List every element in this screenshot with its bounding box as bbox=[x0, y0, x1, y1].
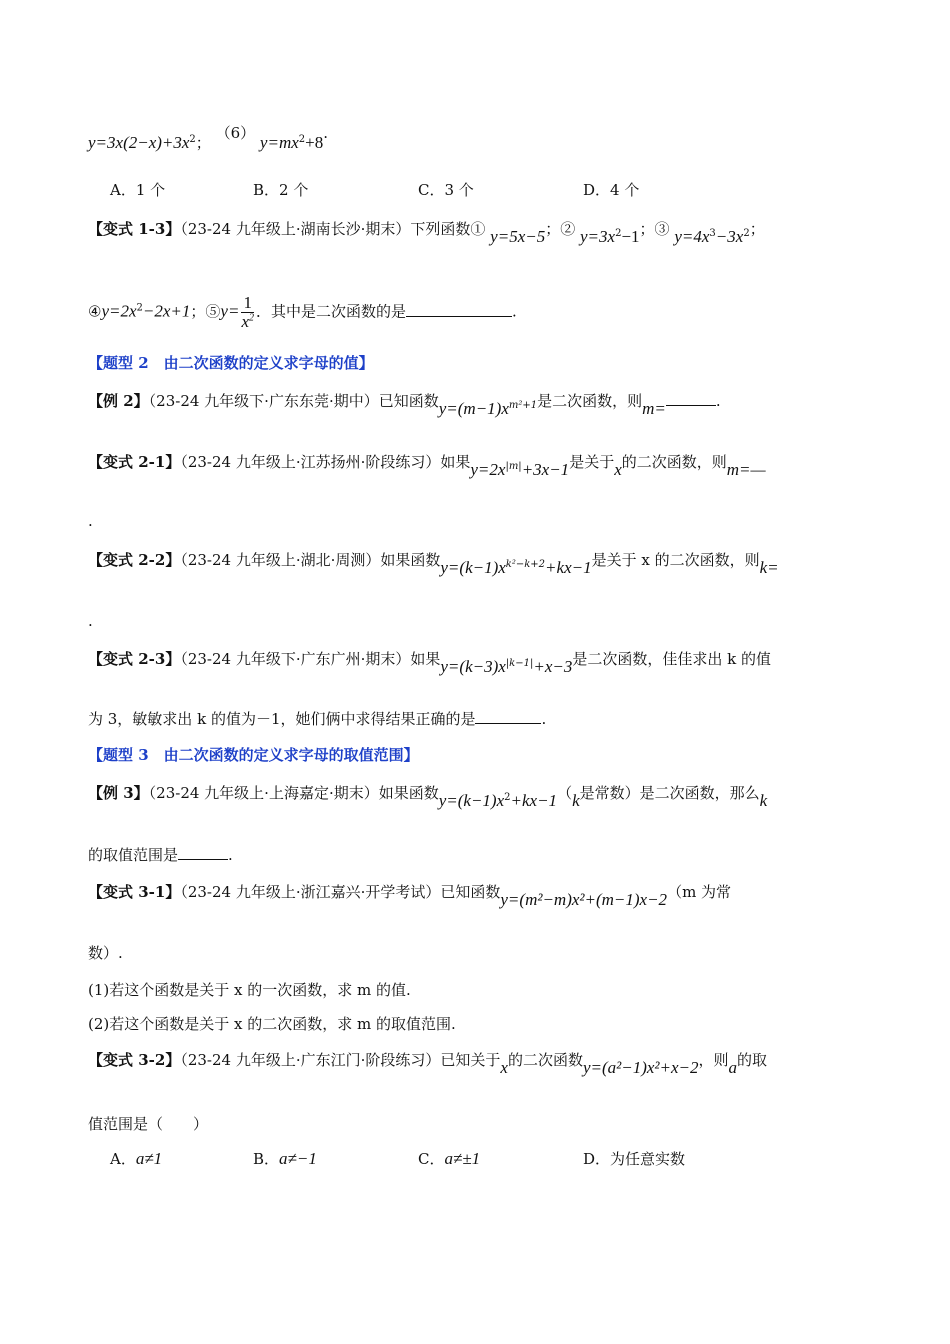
option-c: C．3 个 bbox=[418, 181, 474, 199]
equation-6-tail: +8 bbox=[305, 133, 324, 152]
circled-4: ④ bbox=[88, 302, 102, 321]
question-text: 是常数）是二次函数，那么 bbox=[579, 784, 760, 802]
func-2-tail: −1 bbox=[621, 227, 640, 246]
option-a-math: a≠1 bbox=[135, 1149, 163, 1168]
question-text: 的取值范围是 bbox=[88, 846, 179, 864]
option-b: B．2 个 bbox=[253, 181, 309, 199]
variable-x: x bbox=[500, 1058, 508, 1077]
separator: ； bbox=[195, 134, 211, 152]
variant-2-3-line2 bbox=[88, 708, 862, 730]
question-text: （m 为常 bbox=[667, 883, 732, 901]
period: . bbox=[512, 302, 517, 321]
question-text: 是二次函数，佳佳求出 k 的值 bbox=[572, 650, 771, 668]
variant-2-1 bbox=[88, 451, 862, 479]
option-b-math: a≠−1 bbox=[279, 1149, 317, 1168]
variant-3-2-line2: 值范围是（ ） bbox=[88, 1115, 209, 1133]
func: y=2x bbox=[470, 460, 506, 479]
denominator: x bbox=[241, 312, 249, 331]
source: （23-24 九年级上·江苏扬州·阶段练习）如果 bbox=[180, 453, 471, 471]
question-text: 的二次函数 bbox=[507, 1051, 583, 1069]
option-c: C．a≠±1 bbox=[418, 1149, 481, 1168]
question-text: 是二次函数，则 bbox=[537, 392, 643, 410]
variant-1-3: 【变式 1-3】（23-24 九年级上·湖南长沙·期末）下列函数① y=5x−5；② $y=3x^2-1$；③ $y=4x^3-3x^2$； bbox=[88, 220, 765, 246]
fraction: $\frac{1}{x^2}$ bbox=[241, 293, 254, 331]
question-text: 是关于 bbox=[569, 453, 615, 471]
option-d: D．4 个 bbox=[583, 181, 640, 199]
func-2: y=3x bbox=[580, 227, 616, 246]
source: （23-24 九年级上·湖北·周测）如果函数 bbox=[180, 551, 441, 569]
source: （23-24 九年级下·广东东莞·期中）已知函数 bbox=[148, 392, 439, 410]
variant-tag: 【变式 2-1】 bbox=[88, 453, 181, 471]
func-tail: +kx−1 bbox=[510, 791, 558, 810]
variable: m= bbox=[642, 399, 666, 418]
variant-tag: 【变式 3-2】 bbox=[88, 1051, 181, 1069]
equation-6: y=mx bbox=[259, 133, 299, 152]
func: y=(k−1)x bbox=[438, 791, 505, 810]
sep: ；③ bbox=[639, 220, 670, 238]
exponent: 2 bbox=[298, 134, 306, 145]
variant-1-3-line2: $④y=2x^2-2x+1$；⑤y= $\frac{1}{x^2}$ ．其中是二次函数的是 . bbox=[88, 293, 517, 331]
variant-3-2 bbox=[88, 1049, 862, 1077]
question-text: 是关于 x 的二次函数，则 bbox=[591, 551, 760, 569]
option-d: D．为任意实数 bbox=[583, 1150, 686, 1168]
option-a: A．a≠1 bbox=[110, 1149, 163, 1168]
section-heading-2: 【题型 2 由二次函数的定义求字母的值】 bbox=[88, 354, 374, 372]
option-a: A．1 个 bbox=[110, 181, 166, 199]
func-1: y=5x−5 bbox=[490, 227, 546, 246]
equation-5: y=3x(2−x)+3x bbox=[88, 133, 190, 152]
variable-a: a bbox=[728, 1058, 738, 1077]
source: （23-24 九年级下·广东广州·期末）如果 bbox=[180, 650, 441, 668]
example-tag: 【例 3】 bbox=[88, 784, 149, 802]
sep: ； bbox=[749, 220, 765, 238]
variable-k2: k bbox=[759, 791, 768, 810]
func: y=(m²−m)x²+(m−1)x−2 bbox=[500, 890, 668, 909]
variable-k: k bbox=[572, 791, 580, 810]
func: y=(k−1)x bbox=[440, 558, 506, 577]
func-tail: +3x−1 bbox=[521, 460, 570, 479]
sub-question-2: (2)若这个函数是关于 x 的二次函数，求 m 的取值范围. bbox=[88, 1015, 456, 1033]
answer-blank bbox=[666, 391, 716, 406]
question-text-2: 的二次函数，则 bbox=[621, 453, 727, 471]
section-heading-3: 【题型 3 由二次函数的定义求字母的取值范围】 bbox=[88, 746, 419, 764]
continuation-line bbox=[88, 124, 862, 154]
variant-tag: 【变式 2-2】 bbox=[88, 551, 181, 569]
question-text: ．其中是二次函数的是 bbox=[255, 302, 406, 321]
variant-2-3 bbox=[88, 648, 862, 676]
func: y=(k−3)x bbox=[440, 657, 506, 676]
answer-blank bbox=[406, 302, 512, 317]
variant-3-1-line2: 数）. bbox=[88, 944, 123, 962]
exponent: 2 bbox=[189, 134, 196, 145]
separator: ，则 bbox=[698, 1051, 729, 1069]
func-4-tail: −2x+1 bbox=[142, 301, 191, 321]
example-3-line2 bbox=[88, 844, 862, 866]
sub-question-1: (1)若这个函数是关于 x 的一次函数，求 m 的值. bbox=[88, 981, 411, 999]
variant-2-2 bbox=[88, 549, 862, 577]
variable-x: x bbox=[614, 460, 622, 479]
variable: m=— bbox=[726, 460, 766, 479]
option-c-math: a≠±1 bbox=[444, 1149, 481, 1168]
func-3: y=4x bbox=[674, 227, 710, 246]
source: （23-24 九年级上·上海嘉定·期末）如果函数 bbox=[148, 784, 439, 802]
sep: ；② bbox=[545, 220, 576, 238]
variant-2-1-end: . bbox=[88, 512, 93, 530]
example-2 bbox=[88, 390, 862, 418]
variant-3-1 bbox=[88, 881, 862, 909]
question-text-2: 的取 bbox=[737, 1051, 768, 1069]
variant-tag: 【变式 1-3】 bbox=[88, 220, 181, 238]
variant-2-2-end: . bbox=[88, 612, 93, 630]
option-b: B．a≠−1 bbox=[253, 1149, 317, 1168]
source: （23-24 九年级上·湖南长沙·期末）下列函数① bbox=[180, 220, 486, 238]
func-4: y=2x bbox=[101, 301, 137, 321]
period: . bbox=[323, 124, 329, 142]
period: . bbox=[541, 710, 547, 728]
exponent: m²+1 bbox=[508, 400, 538, 411]
sep: ；⑤ bbox=[190, 302, 221, 321]
func-5: y= bbox=[220, 301, 240, 321]
source: （23-24 九年级上·广东江门·阶段练习）已知关于 bbox=[180, 1051, 501, 1069]
answer-blank bbox=[178, 845, 228, 860]
variable: k= bbox=[759, 558, 779, 577]
exponent: k²−k+2 bbox=[505, 559, 546, 570]
period: . bbox=[715, 392, 721, 410]
func: y=(a²−1)x²+x−2 bbox=[582, 1058, 699, 1077]
item-6-label: （6） bbox=[215, 124, 256, 142]
numerator: 1 bbox=[241, 294, 254, 313]
func-3-tail: −3x bbox=[715, 227, 744, 246]
func-tail: +x−3 bbox=[533, 657, 573, 676]
example-tag: 【例 2】 bbox=[88, 392, 149, 410]
variant-tag: 【变式 2-3】 bbox=[88, 650, 181, 668]
example-3: 【例 3】（23-24 九年级上·上海嘉定·期末）如果函数$y=(k-1)x^2+kx-1(k$是常数）是二次函数，那么k bbox=[88, 784, 768, 810]
source: （23-24 九年级上·浙江嘉兴·开学考试）已知函数 bbox=[180, 883, 501, 901]
func: y=(m−1)x bbox=[438, 399, 509, 418]
exponent: |k−1| bbox=[505, 658, 534, 669]
variant-tag: 【变式 3-1】 bbox=[88, 883, 181, 901]
question-text: 为 3，敏敏求出 k 的值为－1，她们俩中求得结果正确的是 bbox=[88, 710, 476, 728]
answer-blank bbox=[475, 709, 541, 724]
func-tail: +kx−1 bbox=[545, 558, 592, 577]
paren: （ bbox=[557, 784, 573, 802]
period: . bbox=[228, 846, 233, 864]
exponent: |m| bbox=[505, 461, 522, 472]
